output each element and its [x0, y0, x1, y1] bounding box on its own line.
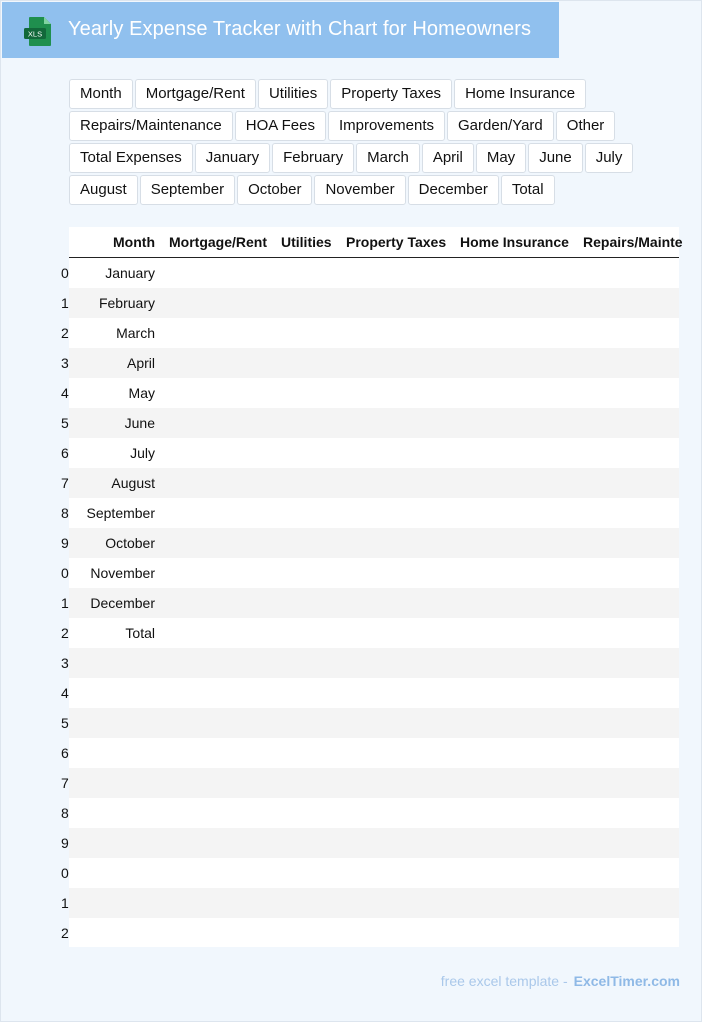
- month-cell[interactable]: May: [128, 385, 155, 401]
- column-chip[interactable]: Total Expenses: [69, 143, 193, 173]
- row-index: [63, 745, 73, 761]
- row-index: [63, 715, 73, 731]
- table-row: [61, 768, 679, 798]
- row-index: [63, 685, 73, 701]
- table-row: [61, 408, 679, 438]
- header-repairs-maintenance[interactable]: Repairs/Mainte: [583, 234, 683, 250]
- row-index-text: 5: [61, 415, 69, 431]
- table-row: [61, 258, 679, 288]
- row-index-text: 3: [61, 655, 69, 671]
- column-chip[interactable]: April: [422, 143, 474, 173]
- column-chip[interactable]: June: [528, 143, 583, 173]
- row-index: [63, 595, 73, 611]
- row-index: [63, 535, 73, 551]
- month-cell[interactable]: March: [116, 325, 155, 341]
- table-row: [61, 858, 679, 888]
- table-row: [61, 498, 679, 528]
- row-index-text: 0: [61, 265, 69, 281]
- data-table: [61, 227, 683, 947]
- column-chip[interactable]: Month: [69, 79, 133, 109]
- row-index-text: 8: [61, 805, 69, 821]
- row-index: [63, 805, 73, 821]
- table-row: [61, 288, 679, 318]
- table-row: [61, 348, 679, 378]
- excel-file-icon: [23, 16, 53, 47]
- title-banner: [2, 2, 559, 58]
- column-chip[interactable]: Home Insurance: [454, 79, 586, 109]
- column-chip[interactable]: Total: [501, 175, 555, 205]
- row-index-text: 6: [61, 745, 69, 761]
- row-index-text: 2: [61, 325, 69, 341]
- row-index-text: 8: [61, 505, 69, 521]
- column-chip[interactable]: September: [140, 175, 235, 205]
- month-cell[interactable]: Total: [125, 625, 155, 641]
- column-chip[interactable]: July: [585, 143, 634, 173]
- header-month[interactable]: Month: [113, 234, 155, 250]
- header-utilities[interactable]: Utilities: [281, 234, 332, 250]
- row-index: [63, 385, 73, 401]
- footer-text: free excel template -: [440, 973, 568, 989]
- table-row: [61, 708, 679, 738]
- row-index-text: 6: [61, 445, 69, 461]
- row-index: [63, 835, 73, 851]
- row-index-text: 2: [61, 625, 69, 641]
- month-cell[interactable]: April: [126, 355, 155, 371]
- row-index: [63, 445, 73, 461]
- month-cell[interactable]: February: [98, 295, 155, 311]
- row-index: [63, 505, 73, 521]
- header-mortgage-rent[interactable]: Mortgage/Rent: [169, 234, 267, 250]
- row-index-text: 4: [61, 685, 69, 701]
- month-cell[interactable]: September: [86, 505, 155, 521]
- header-property-taxes[interactable]: Property Taxes: [346, 234, 447, 250]
- row-index-text: 0: [61, 565, 69, 581]
- column-chip[interactable]: Property Taxes: [330, 79, 452, 109]
- row-index: [63, 325, 73, 341]
- column-chip[interactable]: Other: [556, 111, 616, 141]
- row-index: [63, 295, 73, 311]
- footer-brand-link[interactable]: ExcelTimer.com: [573, 973, 680, 989]
- column-chip[interactable]: Utilities: [258, 79, 328, 109]
- month-cell[interactable]: July: [130, 445, 155, 461]
- table-row: [61, 738, 679, 768]
- table-row: [61, 378, 679, 408]
- column-chip-list: [69, 79, 649, 207]
- row-index: [63, 925, 73, 941]
- row-index-text: 1: [61, 295, 69, 311]
- row-index-text: 4: [61, 385, 69, 401]
- row-index-text: 7: [61, 475, 69, 491]
- column-chip[interactable]: February: [272, 143, 354, 173]
- row-index: [63, 775, 73, 791]
- row-index-text: 5: [61, 715, 69, 731]
- row-index: [63, 625, 73, 641]
- column-chip[interactable]: Improvements: [328, 111, 445, 141]
- table-row: [61, 888, 679, 918]
- month-cell[interactable]: June: [124, 415, 155, 431]
- column-chip[interactable]: HOA Fees: [235, 111, 326, 141]
- table-row: [61, 318, 679, 348]
- column-chip[interactable]: March: [356, 143, 420, 173]
- row-index: [63, 655, 73, 671]
- table-row: [61, 528, 679, 558]
- table-row: [61, 828, 679, 858]
- column-chip[interactable]: January: [195, 143, 270, 173]
- table-row: [61, 438, 679, 468]
- row-index-text: 3: [61, 355, 69, 371]
- table-row: [61, 648, 679, 678]
- column-chip[interactable]: August: [69, 175, 138, 205]
- row-index-text: 9: [61, 535, 69, 551]
- row-index-text: 2: [61, 925, 69, 941]
- row-index: [63, 895, 73, 911]
- column-chip[interactable]: November: [314, 175, 405, 205]
- column-chip[interactable]: Mortgage/Rent: [135, 79, 256, 109]
- month-cell[interactable]: August: [111, 475, 155, 491]
- header-home-insurance[interactable]: Home Insurance: [460, 234, 569, 250]
- table-row: [61, 918, 679, 948]
- month-cell[interactable]: January: [105, 265, 155, 281]
- table-row: [61, 468, 679, 498]
- row-index-text: 1: [61, 595, 69, 611]
- month-cell[interactable]: December: [90, 595, 155, 611]
- row-index-text: 0: [61, 865, 69, 881]
- table-header-row: [69, 227, 683, 258]
- column-chip[interactable]: Garden/Yard: [447, 111, 554, 141]
- column-chip[interactable]: December: [408, 175, 499, 205]
- row-index: [63, 265, 73, 281]
- row-index: [63, 415, 73, 431]
- table-row: [61, 678, 679, 708]
- table-row: [61, 588, 679, 618]
- column-chip[interactable]: Repairs/Maintenance: [69, 111, 233, 141]
- row-index: [63, 355, 73, 371]
- column-chip[interactable]: May: [476, 143, 526, 173]
- page-title: Yearly Expense Tracker with Chart for Homeowners: [68, 18, 532, 40]
- column-chip[interactable]: October: [237, 175, 312, 205]
- footer-credit: [441, 973, 680, 989]
- row-index: [63, 865, 73, 881]
- row-index: [63, 565, 73, 581]
- chip-row: [69, 79, 649, 109]
- chip-row: [69, 111, 649, 141]
- xls-icon-label: XLS: [27, 29, 43, 39]
- table-row: [61, 798, 679, 828]
- row-index-text: 7: [61, 775, 69, 791]
- table-row: [61, 618, 679, 648]
- chip-row: [69, 175, 649, 205]
- table-row: [61, 558, 679, 588]
- row-index: [63, 475, 73, 491]
- row-index-text: 1: [61, 895, 69, 911]
- month-cell[interactable]: November: [90, 565, 155, 581]
- row-index-text: 9: [61, 835, 69, 851]
- month-cell[interactable]: October: [105, 535, 155, 551]
- chip-row: [69, 143, 649, 173]
